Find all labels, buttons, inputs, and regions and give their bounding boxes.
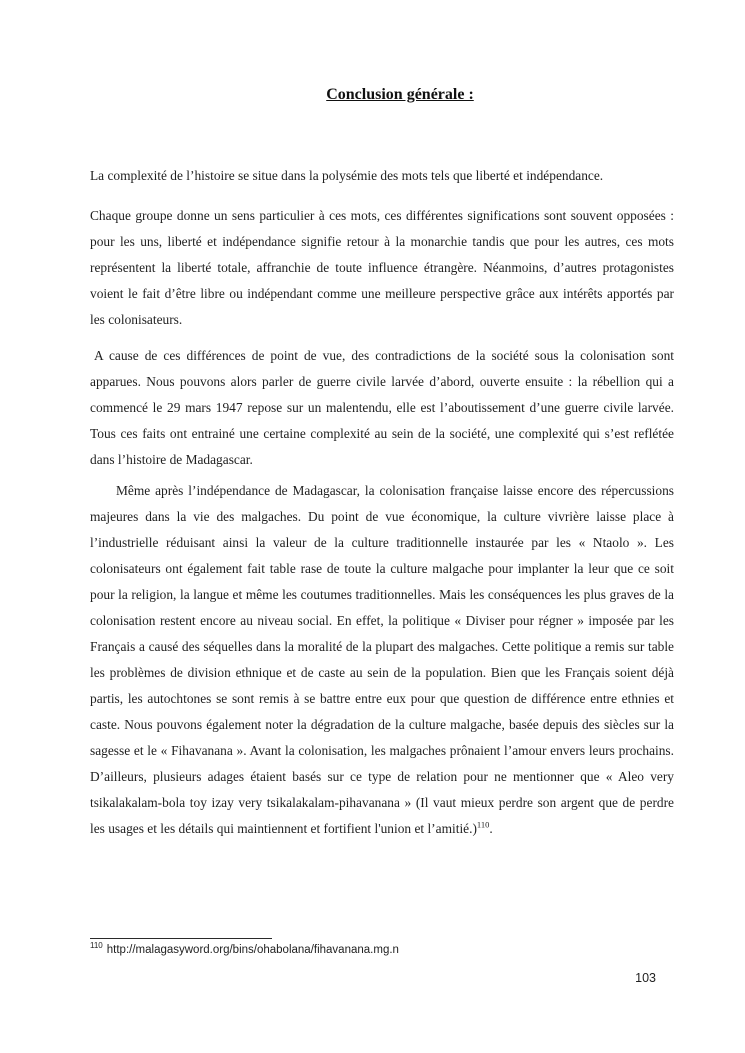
paragraph-post-independence-suffix: .: [489, 821, 493, 836]
footnote: [90, 942, 674, 958]
paragraph-intro: La complexité de l’histoire se situe dans la polysémie des mots tels que liberté et indépendance.: [90, 168, 604, 183]
footnote-number: 110: [90, 941, 103, 951]
footnote-separator: [90, 938, 272, 939]
paragraph-post-independence-text: Même après l’indépendance de Madagascar, la colonisation française laisse encore des répercussions majeures dans la vie des malgaches. Du point de vue économique, la culture vivrière laisse place à l’industrielle réduisant ainsi la valeur de la culture traditionnelle instaurée par les « Ntaolo ». Les colonisateurs ont également fait table rase de toute la culture malgache pour implanter la leur que ce soit pour la religion, la langue et même les coutumes traditionnelles. Mais les conséquences les plus graves de la colonisation restent encore au niveau social. En effet, la politique « Diviser pour régner » imposée par les Français a causé des séquelles dans la moralité de la plupart des malgaches. Cette politique a remis sur table les problèmes de division ethnique et de caste au sein de la population. Bien que les Français soient déjà partis, les autochtones se sont remis à se battre entre eux pour que question de différence entre ethnies et caste. Nous pouvons également noter la dégradation de la culture malgache, basée depuis des siècles sur la sagesse et le « Fihavanana ». Avant la colonisation, les malgaches prônaient l’amour envers leurs prochains. D’ailleurs, plusieurs adages étaient basés sur ce type de relation pour ne mentionner que « Aleo very tsikalakalam-bola toy izay very tsikalakalam-pihavanana » (Il vaut mieux perdre son argent que de perdre les usages et les détails qui maintiennent et fortifient l'union et l’amitié.): [90, 483, 674, 836]
paragraph-groups-meanings: Chaque groupe donne un sens particulier à ces mots, ces différentes significations sont souvent opposées : pour les uns, liberté et indépendance signifie retour à la monarchie tandis que pour les autres, ces mots représentent la liberté totale, affranchie de toute influence étrangère. Néanmoins, d’autres protagonistes voient le fait d’être libre ou indépendant comme une meilleure perspective grâce aux intérêts apportés par les colonisateurs.: [90, 208, 674, 327]
footnote-reference: 110: [476, 819, 490, 830]
paragraph-contradictions: A cause de ces différences de point de vue, des contradictions de la société sous la colonisation sont apparues. Nous pouvons alors parler de guerre civile larvée d’abord, ouverte ensuite : la rébellion qui a commencé le 29 mars 1947 repose sur un malentendu, elle est l’aboutissement d’une guerre civile larvée. Tous ces faits ont entrainé une certaine complexité au sein de la société, une complexité qui s’est reflétée dans l’histoire de Madagascar.: [90, 348, 674, 467]
footnote-url: http://malagasyword.org/bins/ohabolana/fihavanana.mg.n: [106, 944, 399, 956]
page-number: 103: [635, 971, 656, 985]
paragraph-post-independence: [90, 478, 674, 842]
page-title: Conclusion générale :: [326, 86, 474, 103]
